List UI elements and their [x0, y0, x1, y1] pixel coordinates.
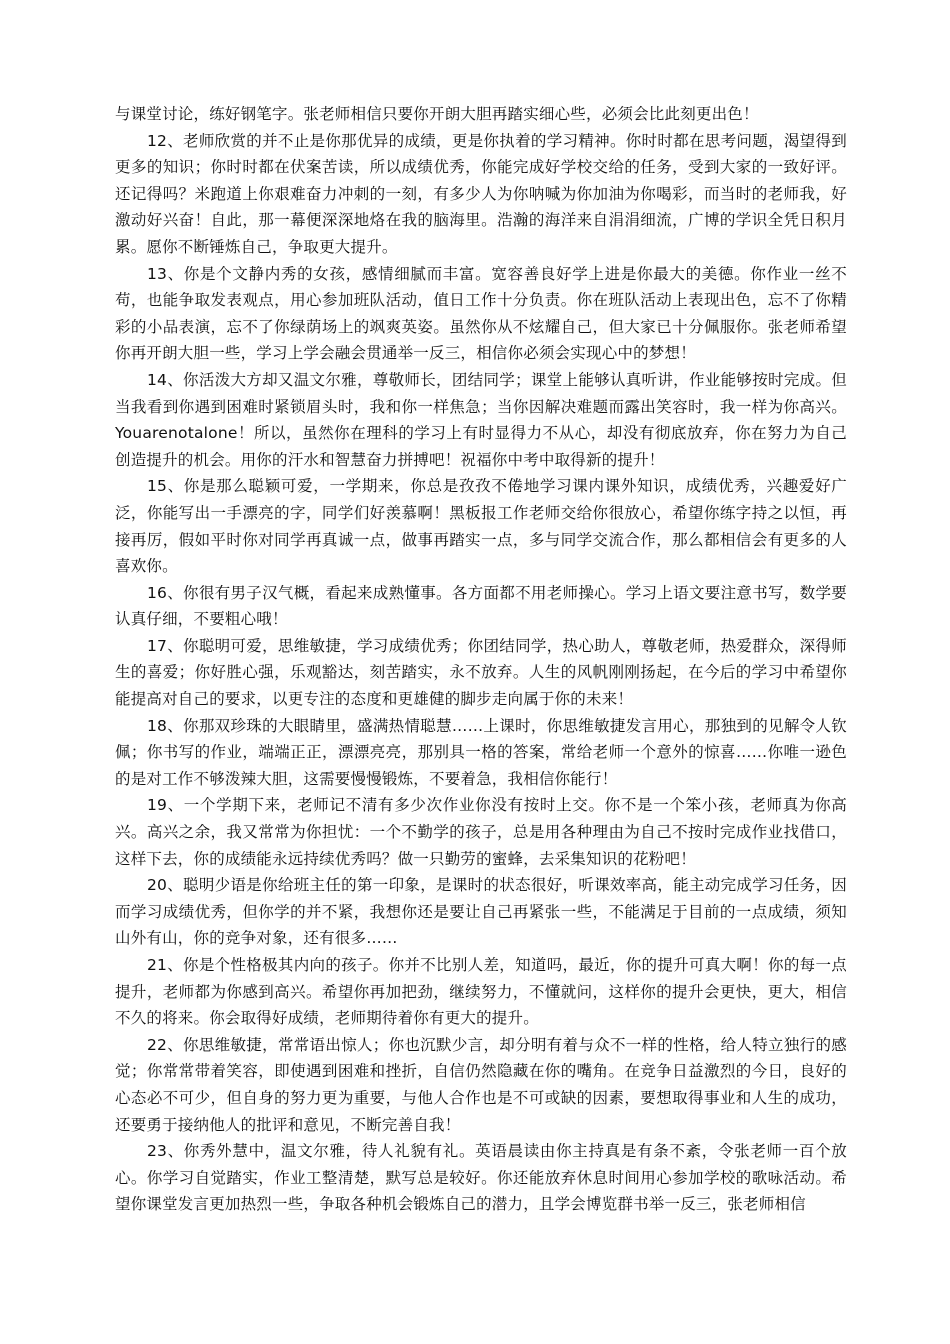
paragraph-23: 23、你秀外慧中，温文尔雅，待人礼貌有礼。英语晨读由你主持真是有条不紊，令张老师一百个放心。你学习自觉踏实，作业工整清楚，默写总是较好。你还能放弃休息时间用心参加学校的歌咏活动。希望你课堂发言更加热烈一些，争取各种机会锻炼自己的潜力，且学会博览群书举一反三，张老师相信: [115, 1142, 847, 1214]
paragraph-20: 20、聪明少语是你给班主任的第一印象，是课时的状态很好，听课效率高，能主动完成学习任务，因而学习成绩优秀，但你学的并不紧，我想你还是要让自己再紧张一些，不能满足于目前的一点成绩，须知山外有山，你的竞争对象，还有很多……: [115, 876, 847, 948]
paragraph-17: 17、你聪明可爱，思维敏捷，学习成绩优秀；你团结同学，热心助人，尊敬老师，热爱群众，深得师生的喜爱；你好胜心强，乐观豁达，刻苦踏实，永不放弃。人生的风帆刚刚扬起，在今后的学习中希望你能提高对自己的要求，以更专注的态度和更雄健的脚步走向属于你的未来！: [115, 636, 847, 709]
paragraph-14: 14、你活泼大方却又温文尔雅，尊敬师长，团结同学；课堂上能够认真听讲，作业能够按时完成。但当我看到你遇到困难时紧锁眉头时，我和你一样焦急；当你因解决难题而露出笑容时，我一样为你高兴。Youarenotalone！所以，虽然你在理科的学习上有时显得力不从心，却没有彻底放弃，你在努力为自己创造提升的机会。用你的汗水和智慧奋力拼搏吧！祝福你中考中取得新的提升！: [115, 370, 847, 469]
paragraph-19: 19、一个学期下来，老师记不清有多少次作业你没有按时上交。你不是一个笨小孩，老师真为你高兴。高兴之余，我又常常为你担忧：一个不勤学的孩子，总是用各种理由为自己不按时完成作业找借口，这样下去，你的成绩能永远持续优秀吗？做一只勤劳的蜜蜂，去采集知识的花粉吧！: [115, 796, 847, 868]
paragraph-21: 21、你是个性格极其内向的孩子。你并不比别人差，知道吗，最近，你的提升可真大啊！你的每一点提升，老师都为你感到高兴。希望你再加把劲，继续努力，不懂就问，这样你的提升会更快，更大，相信不久的将来。你会取得好成绩，老师期待着你有更大的提升。: [115, 956, 847, 1028]
document-body: [115, 101, 847, 1218]
paragraph-15: 15、你是那么聪颖可爱，一学期来，你总是孜孜不倦地学习课内课外知识，成绩优秀，兴趣爱好广泛，你能写出一手漂亮的字，同学们好羡慕啊！黑板报工作老师交给你很放心，希望你练字持之以恒，再接再厉，假如平时你对同学再真诚一点，做事再踏实一点，多与同学交流合作，那么都相信会有更多的人喜欢你。: [115, 477, 847, 576]
paragraph-12: 12、老师欣赏的并不止是你那优异的成绩，更是你执着的学习精神。你时时都在思考问题，渴望得到更多的知识；你时时都在伏案苦读，所以成绩优秀，你能完成好学校交给的任务，受到大家的一致好评。还记得吗？米跑道上你艰难奋力冲刺的一刻，有多少人为你呐喊为你加油为你喝彩，而当时的老师我，好激动好兴奋！自此，那一幕便深深地烙在我的脑海里。浩瀚的海洋来自涓涓细流，广博的学识全凭日积月累。愿你不断锤炼自己，争取更大提升。: [115, 131, 847, 256]
paragraph-13: 13、你是个文静内秀的女孩，感情细腻而丰富。宽容善良好学上进是你最大的美德。你作业一丝不苟，也能争取发表观点，用心参加班队活动，值日工作十分负责。你在班队活动上表现出色，忘不了你精彩的小品表演，忘不了你绿荫场上的飒爽英姿。虽然你从不炫耀自己，但大家已十分佩服你。张老师希望你再开朗大胆一些，学习上学会融会贯通举一反三，相信你必须会实现心中的梦想！: [115, 264, 847, 363]
paragraph-22: 22、你思维敏捷，常常语出惊人；你也沉默少言，却分明有着与众不一样的性格，给人特立独行的感觉；你常常带着笑容，即使遇到困难和挫折，自信仍然隐藏在你的嘴角。在竞争日益激烈的今日，良好的心态必不可少，但自身的努力更为重要，与他人合作也是不可或缺的因素，要想取得事业和人生的成功，还要勇于接纳他人的批评和意见，不断完善自我！: [115, 1035, 847, 1134]
paragraph-continued: 与课堂讨论，练好钢笔字。张老师相信只要你开朗大胆再踏实细心些，必须会比此刻更出色！: [115, 105, 759, 123]
paragraph-18: 18、你那双珍珠的大眼睛里，盛满热情聪慧……上课时，你思维敏捷发言用心，那独到的见解令人钦佩；你书写的作业，端端正正，漂漂亮亮，那别具一格的答案，常给老师一个意外的惊喜……你唯一逊色的是对工作不够泼辣大胆，这需要慢慢锻炼，不要着急，我相信你能行！: [115, 716, 847, 788]
paragraph-16: 16、你很有男子汉气概，看起来成熟懂事。各方面都不用老师操心。学习上语文要注意书写，数学要认真仔细，不要粗心哦！: [115, 583, 847, 629]
